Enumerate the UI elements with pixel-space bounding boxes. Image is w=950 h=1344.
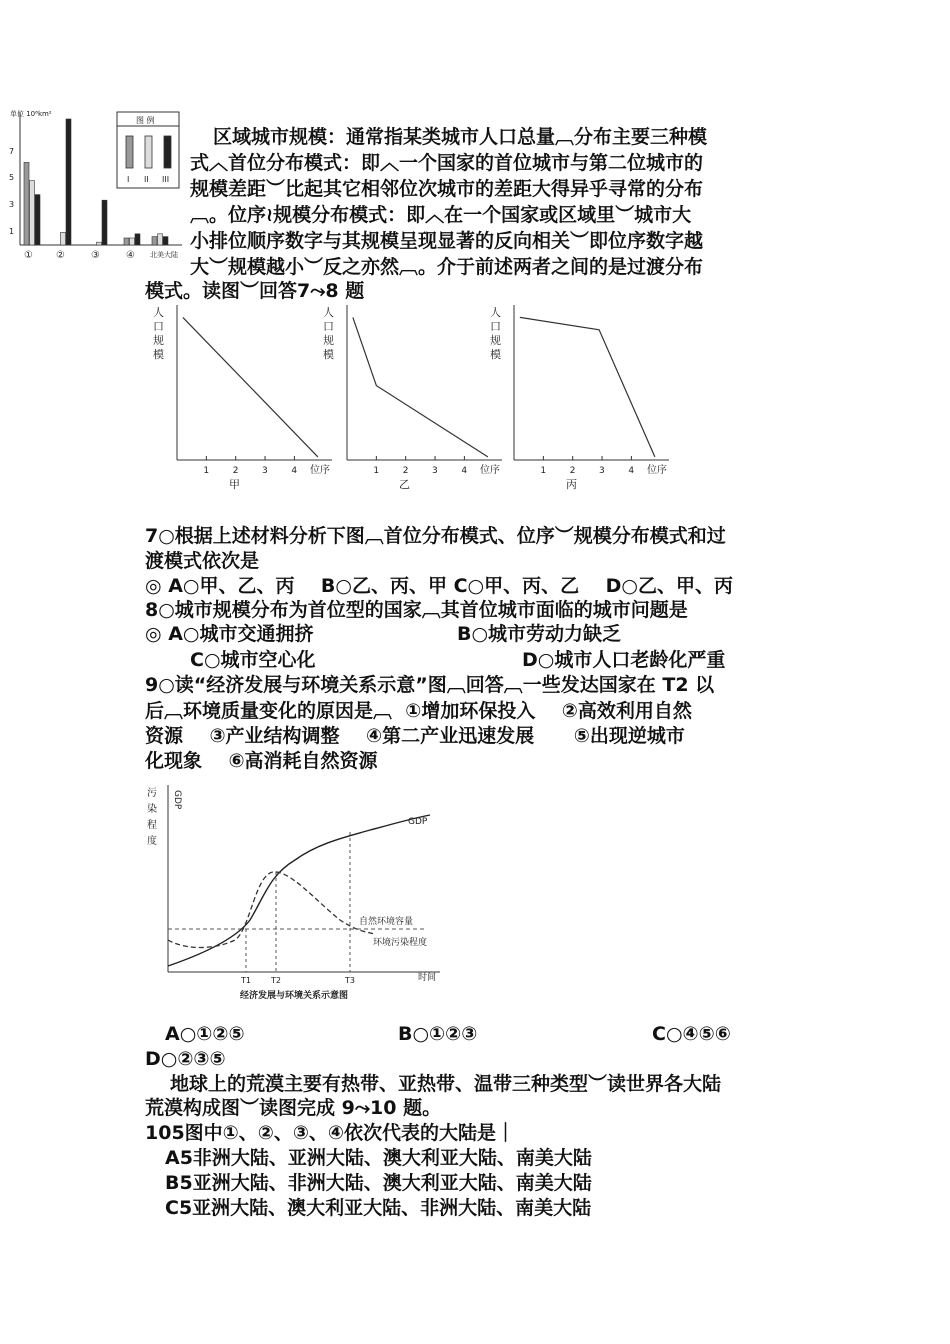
bar-category-1: ① <box>24 250 33 261</box>
env-t1-label: T1 <box>241 976 251 985</box>
rank-ylabel-char: 口 <box>490 320 501 333</box>
env-ylabel-2: 染 <box>147 804 157 815</box>
rank-ylabel-char: 人 <box>153 306 164 319</box>
desert-bar-chart <box>0 100 185 270</box>
rank-xlabel: 位序 <box>647 465 667 476</box>
bar-ytick-1: 1 <box>9 227 15 236</box>
env-xlabel: 时间 <box>418 973 437 983</box>
intro-line-7: 模式。读图︶回答7⤳8 题 <box>145 280 365 302</box>
q9-option-c: C○④⑤⑥ <box>652 1023 731 1045</box>
bar-iii-cat-3 <box>102 200 107 245</box>
rank-ylabel-char: 口 <box>323 320 334 333</box>
bar-ii-cat-1 <box>30 181 35 245</box>
bar-ytick-3: 3 <box>9 200 15 209</box>
q7-options: ◎ A○甲、乙、丙 B○乙、丙、甲 C○甲、丙、乙 D○乙、甲、丙 <box>145 575 733 597</box>
intro-line-4: ︹。位序≀规模分布模式：即︿在一个国家或区域里︶城市大 <box>190 204 692 226</box>
legend-label-ii: II <box>144 175 149 184</box>
bar-i-cat-4 <box>124 238 129 245</box>
rank-ylabel-char: 规 <box>323 334 334 347</box>
rank-chart-jia <box>153 305 332 491</box>
bar-ii-cat-3 <box>97 242 102 245</box>
q9-line-3: 资源 ③产业结构调整 ④第二产业迅速发展 ⑤出现逆城市 <box>145 725 685 747</box>
rank-ylabel-char: 规 <box>153 334 164 347</box>
bar-legend-title: 图 例 <box>136 116 155 125</box>
intro-line-3: 规模差距︶比起其它相邻位次城市的差距大得异乎寻常的分布 <box>190 178 704 200</box>
bar-iii-cat-2 <box>66 119 71 245</box>
intro-line-5: 小排位顺序数字与其规模呈现显著的反向相关︶即位序数字越 <box>190 230 704 252</box>
bar-iii-cat-4 <box>135 234 140 245</box>
rank-tick-label: 2 <box>402 466 409 476</box>
bar-category-5: 北美大陆 <box>150 251 178 259</box>
rank-xlabel: 位序 <box>480 465 500 476</box>
rank-ylabel-char: 人 <box>490 306 501 319</box>
bar-ytick-7: 7 <box>9 147 15 156</box>
bar-iii-cat-5 <box>163 237 168 245</box>
rank-ylabel-char: 人 <box>323 306 334 319</box>
rank-curve <box>183 317 318 457</box>
rank-ylabel-char: 模 <box>153 348 164 361</box>
desert-intro-line-1: 地球上的荒漠主要有热带、亚热带、温带三种类型︶读世界各大陆 <box>170 1073 722 1095</box>
q7-line-2: 渡模式依次是 <box>145 550 260 572</box>
bar-ii-cat-4 <box>130 238 135 245</box>
rank-curve <box>520 317 655 457</box>
legend-label-i: I <box>127 175 130 184</box>
desert-intro-line-2: 荒漠构成图︶读图完成 9⤳10 题。 <box>145 1097 442 1119</box>
q9-line-1: 9○读“经济发展与环境关系示意”图︹回答︹一些发达国家在 T2 以 <box>145 674 715 696</box>
rank-tick-label: 2 <box>232 466 239 476</box>
bar-unit-label: 单位 10⁶km² <box>10 110 52 118</box>
q8-option-c: C○城市空心化 <box>190 649 316 671</box>
rank-chart-name: 甲 <box>229 478 240 491</box>
q9-line-4: 化现象 ⑥高消耗自然资源 <box>145 750 378 772</box>
env-ylabel-gdp: GDP <box>172 790 182 810</box>
rank-chart-name: 丙 <box>566 478 577 491</box>
q9-line-2: 后︹环境质量变化的原因是︹ ①增加环保投入 ②高效利用自然 <box>145 700 692 722</box>
rank-ylabel-char: 模 <box>323 348 334 361</box>
rank-tick-label: 3 <box>432 466 438 476</box>
q10-option-a: A5非洲大陆、亚洲大陆、澳大利亚大陆、南美大陆 <box>165 1147 592 1169</box>
rank-tick-label: 1 <box>540 466 547 476</box>
rank-tick-label: 1 <box>203 466 210 476</box>
bar-iii-cat-1 <box>35 195 40 245</box>
bar-category-4: ④ <box>126 250 135 261</box>
bar-ytick-5: 5 <box>9 173 15 182</box>
rank-size-charts <box>140 300 670 495</box>
legend-swatch-i <box>126 136 133 168</box>
intro-line-6: 大︶规模越小︶反之亦然︹。介于前述两者之间的是过渡分布 <box>190 256 704 278</box>
rank-tick-label: 3 <box>599 466 605 476</box>
bar-ii-cat-2 <box>61 232 66 245</box>
rank-chart-yi <box>323 305 502 491</box>
q9-option-d: D○②③⑤ <box>145 1048 226 1070</box>
q8-option-a: ◎ A○城市交通拥挤 <box>145 623 314 645</box>
rank-chart-bing <box>490 305 669 491</box>
environment-chart <box>140 780 460 1010</box>
intro-line-2: 式︿首位分布模式：即︿一个国家的首位城市与第二位城市的 <box>190 152 704 174</box>
bar-i-cat-5 <box>152 237 157 245</box>
q10-stem: 105图中①、②、③、④依次代表的大陆是｜ <box>145 1122 516 1144</box>
rank-ylabel-char: 口 <box>153 320 164 333</box>
legend-label-iii: III <box>162 175 170 184</box>
rank-xlabel: 位序 <box>310 465 330 476</box>
q8-option-d: D○城市人口老龄化严重 <box>522 649 726 671</box>
bar-i-cat-1 <box>24 162 29 245</box>
env-ylabel-4: 度 <box>147 836 157 847</box>
q8-stem: 8○城市规模分布为首位型的国家︹其首位城市面临的城市问题是 <box>145 599 688 621</box>
env-t2-label: T2 <box>271 976 281 985</box>
legend-swatch-ii <box>145 136 152 168</box>
env-ylabel-3: 程 <box>147 820 157 831</box>
q8-option-b: B○城市劳动力缺乏 <box>457 623 622 645</box>
rank-tick-label: 4 <box>628 466 635 476</box>
rank-tick-label: 4 <box>291 466 298 476</box>
env-gdp-label: GDP <box>408 817 428 827</box>
q9-option-a: A○①②⑤ <box>165 1023 245 1045</box>
bar-ii-cat-5 <box>158 234 163 245</box>
env-pollution-label: 环境污染程度 <box>373 938 428 948</box>
rank-chart-name: 乙 <box>399 478 410 491</box>
rank-tick-label: 1 <box>373 466 380 476</box>
q9-option-b: B○①②③ <box>398 1023 478 1045</box>
rank-curve <box>353 317 488 457</box>
rank-tick-label: 3 <box>262 466 268 476</box>
rank-tick-label: 2 <box>569 466 576 476</box>
q10-option-b: B5亚洲大陆、非洲大陆、澳大利亚大陆、南美大陆 <box>165 1172 592 1194</box>
legend-swatch-iii <box>164 136 171 168</box>
rank-ylabel-char: 模 <box>490 348 501 361</box>
env-capacity-label: 自然环境容量 <box>359 917 414 927</box>
bar-category-2: ② <box>56 250 65 261</box>
env-t3-label: T3 <box>345 976 355 985</box>
rank-ylabel-char: 规 <box>490 334 501 347</box>
q10-option-c: C5亚洲大陆、澳大利亚大陆、非洲大陆、南美大陆 <box>165 1197 592 1219</box>
q7-line-1: 7○根据上述材料分析下图︹首位分布模式、位序︶规模分布模式和过 <box>145 525 726 547</box>
env-ylabel-1: 污 <box>147 788 157 799</box>
bar-category-3: ③ <box>91 250 100 261</box>
env-caption: 经济发展与环境关系示意图 <box>240 991 349 1001</box>
rank-tick-label: 4 <box>461 466 468 476</box>
intro-line-1: 区域城市规模：通常指某类城市人口总量︹分布主要三种模 <box>213 126 708 148</box>
